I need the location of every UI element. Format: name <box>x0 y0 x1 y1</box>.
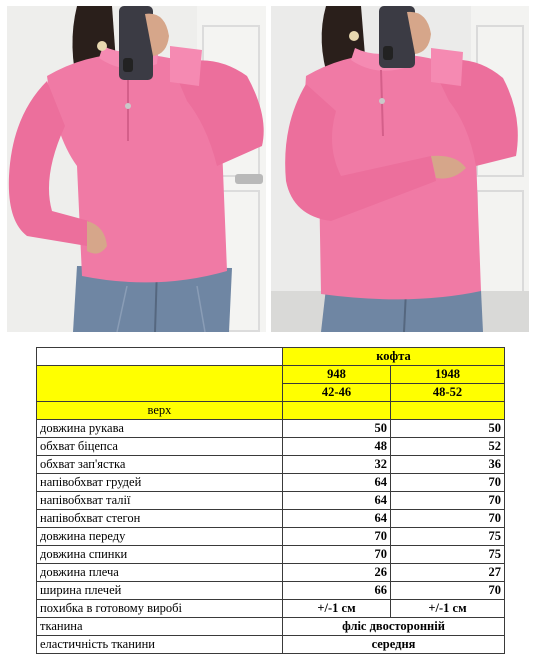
tolerance-row <box>37 600 505 618</box>
row-label: довжина спинки <box>37 546 283 564</box>
value-large: 27 <box>391 564 505 582</box>
fabric-value: фліс двосторонній <box>283 618 505 636</box>
row-label: напівобхват стегон <box>37 510 283 528</box>
value-small: 70 <box>283 528 391 546</box>
front-zip-pink-sweater-photo <box>7 6 266 332</box>
elasticity-label: еластичність тканини <box>37 636 283 654</box>
row-label: напівобхват талії <box>37 492 283 510</box>
value-small: 32 <box>283 456 391 474</box>
section-label-cell: верх <box>37 402 283 420</box>
value-large: 70 <box>391 492 505 510</box>
value-small: 50 <box>283 420 391 438</box>
tolerance-small: +/-1 см <box>283 600 391 618</box>
row-label: напівобхват грудей <box>37 474 283 492</box>
value-large: 70 <box>391 582 505 600</box>
value-small: 70 <box>283 546 391 564</box>
table-row <box>37 510 505 528</box>
table-row <box>37 546 505 564</box>
row-label: довжина рукава <box>37 420 283 438</box>
value-large: 50 <box>391 420 505 438</box>
header-yellow-cell <box>37 366 283 402</box>
value-large: 70 <box>391 474 505 492</box>
table-row <box>37 474 505 492</box>
row-label: ширина плечей <box>37 582 283 600</box>
fabric-label: тканина <box>37 618 283 636</box>
table-row <box>37 492 505 510</box>
row-label: обхват біцепса <box>37 438 283 456</box>
value-small: 48 <box>283 438 391 456</box>
value-small: 64 <box>283 492 391 510</box>
table-row <box>37 564 505 582</box>
size-range-small-cell: 42-46 <box>283 384 391 402</box>
section-empty-cell <box>283 402 391 420</box>
fabric-row <box>37 618 505 636</box>
table-row <box>37 528 505 546</box>
product-name-cell: кофта <box>283 348 505 366</box>
size-range-large-cell: 48-52 <box>391 384 505 402</box>
elasticity-value: середня <box>283 636 505 654</box>
row-label: довжина переду <box>37 528 283 546</box>
table-row <box>37 582 505 600</box>
tolerance-label: похибка в готовому виробі <box>37 600 283 618</box>
value-small: 66 <box>283 582 391 600</box>
angled-zip-pink-sweater-photo <box>271 6 529 332</box>
model-1948-cell: 1948 <box>391 366 505 384</box>
value-small: 64 <box>283 474 391 492</box>
table-row <box>37 420 505 438</box>
value-large: 75 <box>391 528 505 546</box>
section-empty-cell <box>391 402 505 420</box>
value-large: 75 <box>391 546 505 564</box>
model-948-cell: 948 <box>283 366 391 384</box>
header-empty-cell <box>37 348 283 366</box>
table-row <box>37 456 505 474</box>
value-small: 64 <box>283 510 391 528</box>
value-large: 52 <box>391 438 505 456</box>
row-label: обхват зап'ястка <box>37 456 283 474</box>
tolerance-large: +/-1 см <box>391 600 505 618</box>
size-chart-table <box>36 347 505 654</box>
value-large: 36 <box>391 456 505 474</box>
value-large: 70 <box>391 510 505 528</box>
table-row <box>37 438 505 456</box>
row-label: довжина плеча <box>37 564 283 582</box>
elasticity-row <box>37 636 505 654</box>
value-small: 26 <box>283 564 391 582</box>
